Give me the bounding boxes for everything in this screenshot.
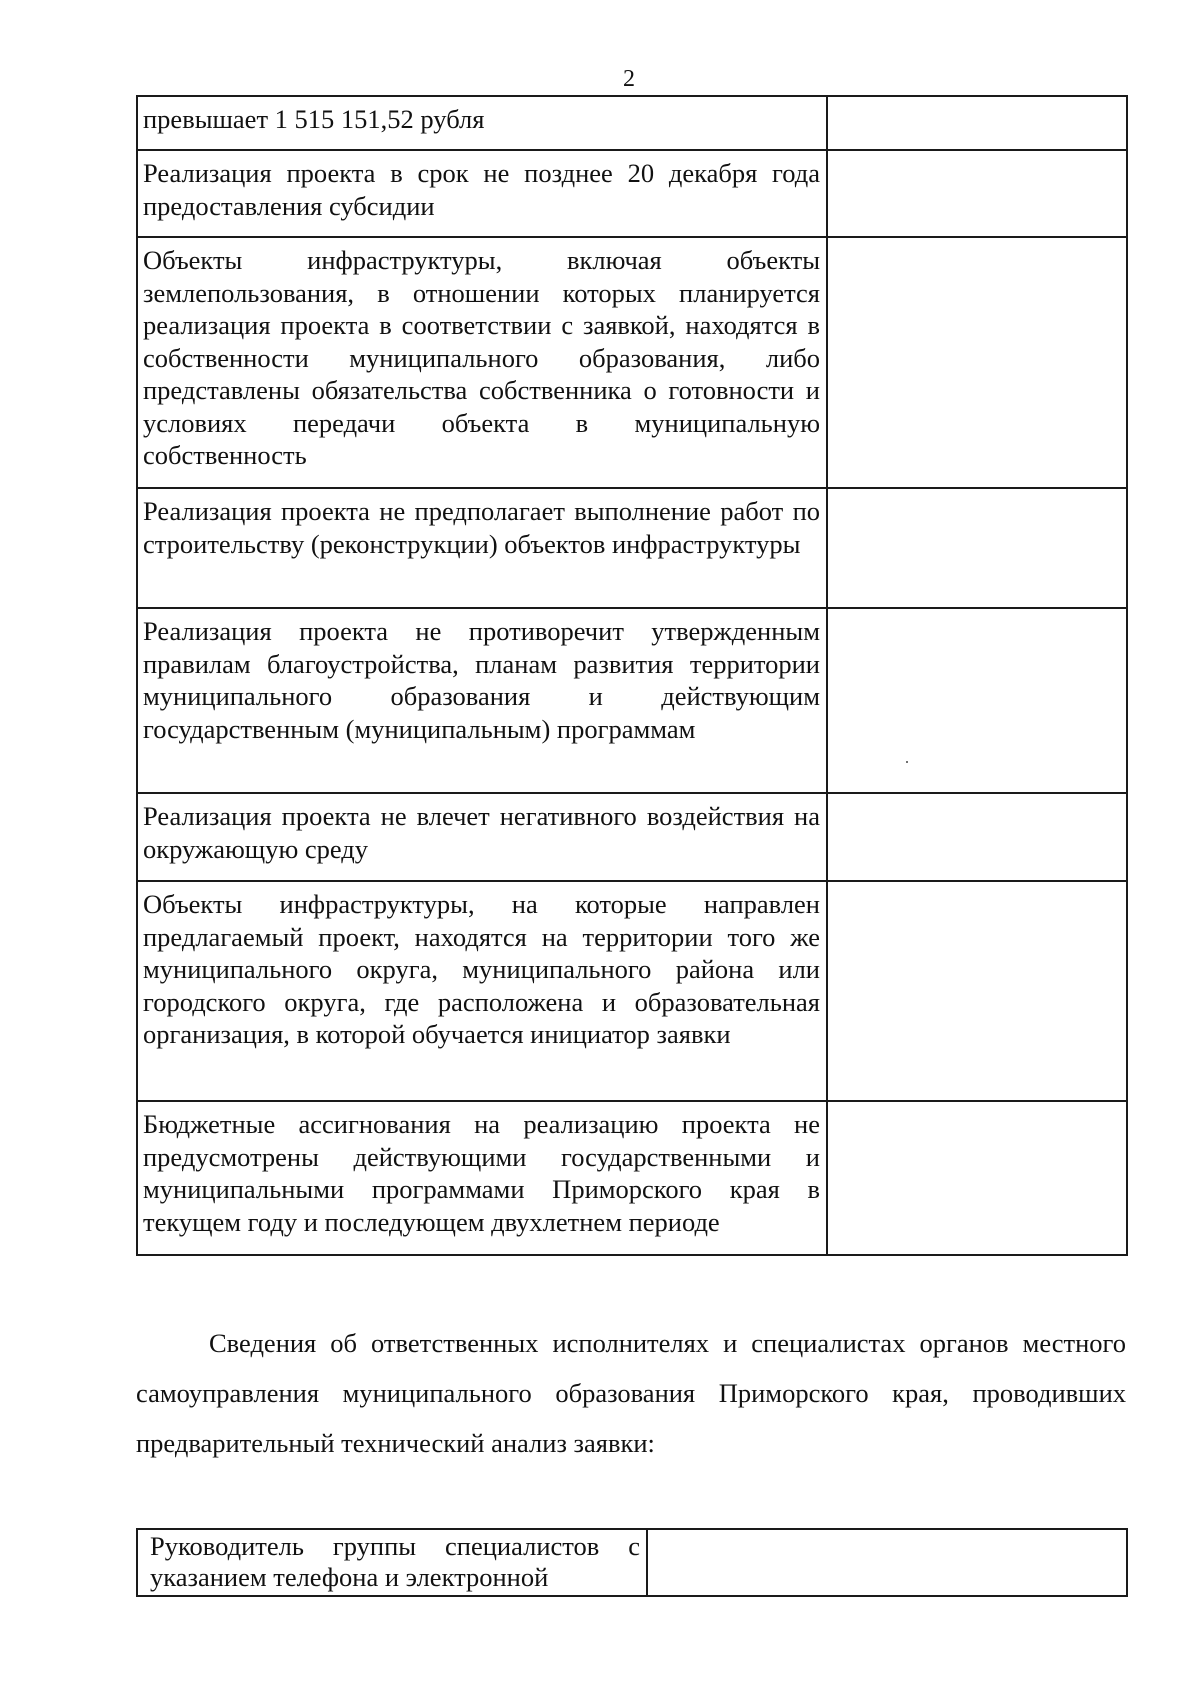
criteria-row (137, 608, 1127, 793)
criteria-mark-cell (827, 608, 1127, 793)
criteria-text: Объекты инфраструктуры, включая объекты землепользования, в отношении которых планируется реализация проекта в соответствии с заявкой, находятся в собственности муниципального образования, либо представлены обязательства собственника о готовности и условиях передачи объекта в муниципальную собственность (137, 237, 827, 488)
criteria-mark-cell (827, 1101, 1127, 1255)
criteria-text: Объекты инфраструктуры, на которые направлен предлагаемый проект, находятся на территории того же муниципального округа, муниципального района или городского округа, где расположена и образовательная организация, в которой обучается инициатор заявки (137, 881, 827, 1101)
criteria-table (136, 95, 1128, 1256)
criteria-mark-cell (827, 237, 1127, 488)
criteria-row (137, 793, 1127, 881)
criteria-row (137, 488, 1127, 608)
criteria-text: Реализация проекта не противоречит утвержденным правилам благоустройства, планам развития территории муниципального образования и действующим государственным (муниципальным) программам (137, 608, 827, 793)
criteria-mark-cell (827, 96, 1127, 150)
criteria-text: Реализация проекта не влечет негативного воздействия на окружающую среду (137, 793, 827, 881)
info-paragraph: Сведения об ответственных исполнителях и специалистах органов местного самоуправления муниципального образования Приморского края, проводивших предварительный технический анализ заявки: (136, 1328, 1126, 1458)
criteria-mark-cell (827, 150, 1127, 237)
criteria-mark-cell (827, 793, 1127, 881)
contact-label-text: Руководитель группы специалистов с указанием телефона и электронной (150, 1531, 640, 1592)
criteria-row (137, 96, 1127, 150)
criteria-row (137, 1101, 1127, 1255)
scan-speck (906, 761, 908, 763)
criteria-text: Реализация проекта в срок не позднее 20 декабря года предоставления субсидии (137, 150, 827, 237)
criteria-row (137, 881, 1127, 1101)
contact-label-cell (137, 1529, 647, 1596)
criteria-text: превышает 1 515 151,52 рубля (137, 96, 827, 150)
criteria-text: Бюджетные ассигнования на реализацию проекта не предусмотрены действующими государственными и муниципальными программами Приморского края в текущем году и последующем двухлетнем периоде (137, 1101, 827, 1255)
contact-value-cell (647, 1529, 1127, 1596)
page-number: 2 (623, 66, 635, 92)
criteria-row (137, 150, 1127, 237)
contacts-table (136, 1528, 1128, 1597)
contacts-row (137, 1529, 1127, 1596)
criteria-text: Реализация проекта не предполагает выполнение работ по строительству (реконструкции) объектов инфраструктуры (137, 488, 827, 608)
criteria-mark-cell (827, 881, 1127, 1101)
criteria-mark-cell (827, 488, 1127, 608)
criteria-row (137, 237, 1127, 488)
